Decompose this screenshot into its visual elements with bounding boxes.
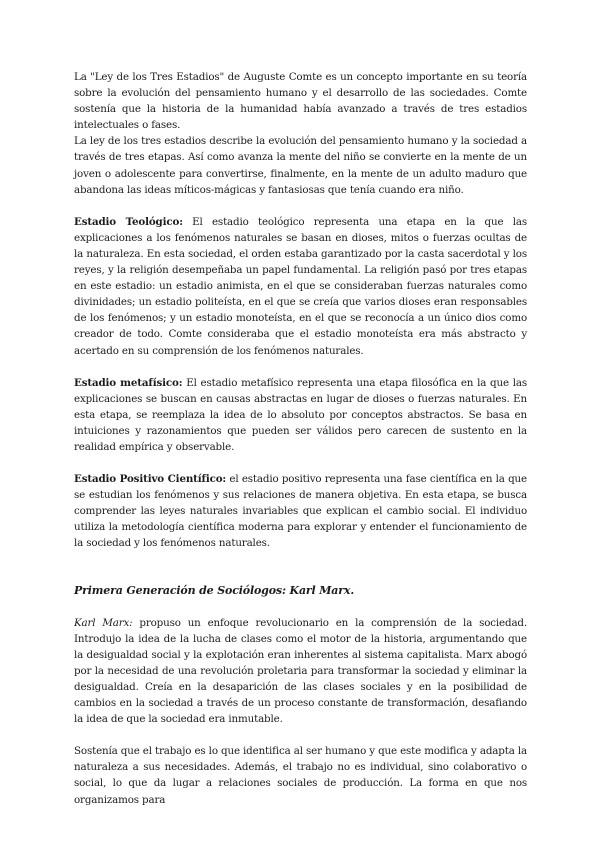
marx-label: Karl Marx: — [74, 616, 133, 629]
metafisico-label: Estadio metafísico: — [74, 376, 183, 389]
positivo-paragraph — [74, 471, 527, 551]
marx-text: propuso un enfoque revolucionario en la comprensión de la sociedad. Introdujo la idea de la lucha de clases como el motor de la historia, argumentando que la desigualdad social y la explotación eran inherentes al sistema capitalista. Marx abogó por la necesidad de una revolución proletaria para transformar la sociedad y eliminar la desigualdad. Creía en la desaparición de las clases sociales y en la posibilidad de cambios en la sociedad a través de un proceso constante de transformación, desafiando la idea de que la sociedad era inmutable. — [74, 616, 527, 726]
positivo-text: el estadio positivo representa una fase científica en la que se estudian los fenómenos y sus relaciones de manera objetiva. En esta etapa, se busca comprender las leyes naturales invariables que explican el cambio social. El individuo utiliza la metodología científica moderna para explorar y entender el funcionamiento de la sociedad y los fenómenos naturales. — [74, 473, 527, 550]
teologico-text: El estadio teológico representa una etapa en la que las explicaciones a los fenómenos naturales se basan en dioses, mitos o fuerzas ocultas de la naturaleza. En esta sociedad, el orden estaba garantizado por la casta sacerdotal y los reyes, y la religión desempeñaba un papel fundamental. La religión pasó por tres etapas en este estadio: un estadio animista, en el que se consideraban fuerzas naturales como divinidades; un estadio politeísta, en el que se creía que varios dioses eran responsables de los fenómenos; y un estadio monoteísta, en el que se reconocía a un único dios como creador de todo. Comte consideraba que el estadio monoteísta era más abstracto y acertado en su comprensión de los fenómenos naturales. — [74, 215, 527, 357]
marx-paragraph-1 — [74, 615, 527, 728]
teologico-paragraph — [74, 214, 527, 359]
metafisico-text: El estadio metafísico representa una etapa filosófica en la que las explicaciones se buscan en causas abstractas en lugar de dioses o fuerzas naturales. En esta etapa, se reemplaza la idea de lo absoluto por conceptos abstractos. Se basa en intuiciones y razonamientos que pueden ser válidos pero carecen de sustento en la realidad empírica y observable. — [74, 376, 528, 453]
section-heading-marx: Primera Generación de Sociólogos: Karl Marx. — [74, 583, 355, 597]
intro-paragraph-2: La ley de los tres estadios describe la evolución del pensamiento humano y la sociedad a través de tres etapas. Así como avanza la mente del niño se convierte en la mente de un joven o adolescente para convertirse, finalmente, en la mente de un adulto maduro que abandona las ideas míticos-mágicas y fantasiosas que tenía cuando era niño. — [74, 135, 527, 196]
teologico-label: Estadio Teológico: — [74, 215, 183, 228]
metafisico-paragraph — [74, 375, 527, 455]
positivo-label: Estadio Positivo Científico: — [74, 473, 227, 486]
marx-paragraph-2: Sostenía que el trabajo es lo que identifica al ser humano y que este modifica y adapta la naturaleza a sus necesidades. Además, el trabajo no es individual, sino colaborativo o social, lo que da lugar a relaciones sociales de producción. La forma en que nos organizamos para — [74, 745, 527, 806]
document-body — [74, 69, 527, 808]
intro-paragraph-1: La "Ley de los Tres Estadios" de Auguste Comte es un concepto importante en su teoría sobre la evolución del pensamiento humano y el desarrollo de las sociedades. Comte sostenía que la historia de la humanidad había avanzado a través de tres estadios intelectuales o fases. — [74, 71, 527, 132]
